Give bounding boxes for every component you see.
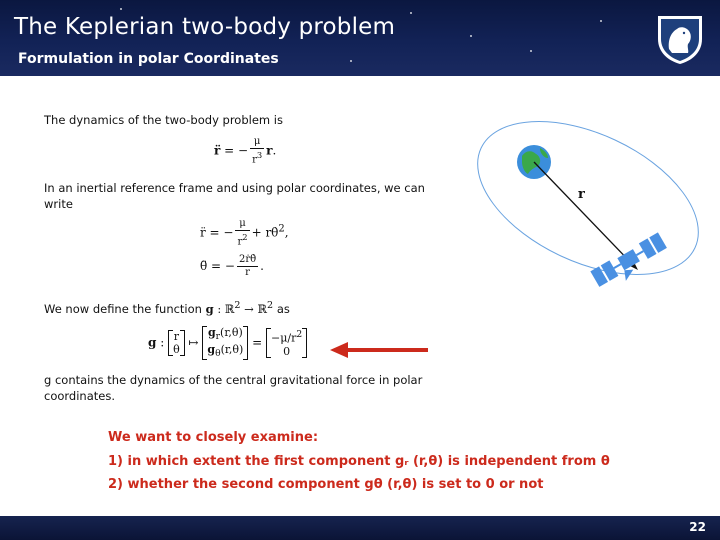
red-pointer-arrow [328,340,430,360]
define-function-text [44,298,290,317]
star-decoration [120,8,122,10]
page-number: 22 [689,520,706,534]
orbit-figure [470,120,710,300]
header-banner [0,0,720,76]
equation-r-ddot: r̈ = − $\frac{\mu}{r^2}$ + rθ̇$^2$, [200,218,289,248]
equation-g-map: g : r θ ↦ $g_r(r,\theta)$ $g_\theta(r,\theta)$ = $-\mu/r^2$ 0 [148,326,307,360]
g-description-text: g contains the dynamics of the central gravitational force in polar coordinates. [44,373,423,403]
star-decoration [410,12,412,14]
orbit-ellipse [470,120,710,300]
slide-title: The Keplerian two-body problem [14,14,396,40]
callout-heading: We want to closely examine: [108,430,319,445]
star-decoration [350,60,352,62]
polar-intro-text: In an inertial reference frame and using polar coordinates, we can write [44,181,425,211]
equation-theta-ddot: θ̈ = − $\frac{\text{2ṙθ̇}}{r}$ . [200,254,264,278]
footer-banner [0,516,720,540]
function-signature: g : ℝ$^2$ → ℝ$^2$ [205,300,274,316]
star-decoration [470,35,472,37]
satellite-icon [590,232,671,294]
star-decoration [530,50,532,52]
slide-subtitle: Formulation in polar Coordinates [18,51,279,67]
vector-label: r [578,187,585,202]
intro-text: The dynamics of the two-body problem is [44,113,283,127]
equation-two-body: r̈ = − $\frac{\mu}{r^3}$ r. [214,136,277,166]
define-as-label: as [276,301,290,316]
define-label: We now define the function [44,301,202,316]
callout-item-1: 1) in which extent the first component gᵣ (r,θ) is independent from θ [108,454,610,469]
star-decoration [600,20,602,22]
callout-item-2: 2) whether the second component gθ (r,θ) is set to 0 or not [108,477,544,492]
penn-state-shield-logo [655,13,705,65]
position-vector-line [534,162,636,268]
